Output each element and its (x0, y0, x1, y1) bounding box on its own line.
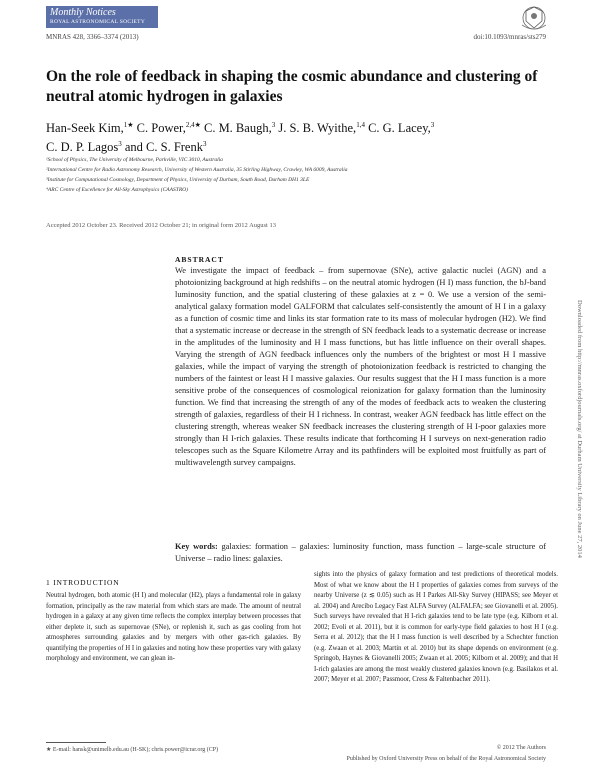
author-line-1 (46, 119, 566, 138)
accepted-dates: Accepted 2012 October 23. Received 2012 October 21; in original form 2012 August 13 (46, 222, 276, 229)
author-name: C. M. Baugh, (200, 121, 272, 135)
logo-title: Monthly Notices (50, 7, 116, 18)
affiliation-3: ³Institute for Computational Cosmology, Department of Physics, University of Durham, South Road, Durham DH1 3LE (46, 177, 310, 183)
footnote-email: ★ E-mail: hansk@unimelb.edu.au (H-SK); chris.power@icrar.org (CP) (46, 747, 219, 753)
author-affiliation-marker: 3 (202, 139, 207, 148)
keywords-text: galaxies: formation – galaxies: luminosity function, mass function – large-scale structure of Universe – radio lines: galaxies. (175, 542, 546, 563)
author-line-2 (46, 138, 566, 157)
logo-subtitle: ROYAL ASTRONOMICAL SOCIETY (50, 19, 146, 25)
abstract-heading: ABSTRACT (175, 255, 224, 264)
author-name: J. S. B. Wyithe, (275, 121, 357, 135)
footnote-divider (46, 742, 106, 743)
publisher-note: Published by Oxford University Press on behalf of the Royal Astronomical Society (346, 756, 546, 762)
author-affiliation-marker: 3 (271, 120, 276, 129)
intro-column-1: Neutral hydrogen, both atomic (H I) and molecular (H2), plays a fundamental role in galaxy formation, principally as the raw material from which stars are made. The amount of neutral hydrogen in a galaxy at any given time reflects the complex interplay between processes that either deplete it, such as supernovae (SNe), or replenish it, such as gas cooling from hot atmospheres surrounding galaxies and by mergers with other gas-rich galaxies. By quantifying the properties of H I in galaxies and noting how these properties vary with galaxy morphology and environment, we can glean in- (46, 592, 302, 662)
copyright: © 2012 The Authors (496, 745, 546, 751)
affiliation-1: ¹School of Physics, The University of Melbourne, Parkville, VIC 3010, Australia (46, 157, 223, 163)
author-affiliation-marker: 1,4 (356, 120, 365, 129)
intro-column-2: sights into the physics of galaxy formation and test predictions of theoretical models. Most of what we know about the H I properties of galaxies comes from surveys of the nearby Universe (z ≲ 0.05) such as H I Parkes All-Sky Survey (HIPASS; see Meyer et al. 2004) and Arecibo Legacy Fast ALFA Survey (ALFALFA; see Giovanelli et al. 2005). Such surveys have revealed that H I-rich galaxies tend to be late type (e.g. Kilborn et al. 2002; Evoli et al. 2011), but it is common for early-type field galaxies to host H I (e.g. Serra et al. 2012); that the H I mass function is well described by a Schechter function (e.g. Zwaan et al. 2003; Martin et al. 2010) but its shape depends on environment (e.g. Springob, Haynes & Giovanelli 2005; Zwaan et al. 2005; Kilborn et al. 2009); and that H I-rich galaxies are among the most weakly clustered galaxies known (e.g. Basilakos et al. 2007; Meyer et al. 2007; Passmoor, Cress & Faltenbacher 2011). (314, 571, 558, 683)
doi[interactable]: doi:10.1093/mnras/sts279 (473, 33, 546, 41)
download-note (573, 300, 585, 670)
author-name: C. D. P. Lagos (46, 140, 119, 154)
download-note-text[interactable]: Downloaded from http://mnras.oxfordjournals.org/ at Durham University Library on June 27, 2014 (576, 300, 583, 558)
affiliation-2: ²International Centre for Radio Astronomy Research, University of Western Australia, 35 Stirling Highway, Crawley, WA 6009, Australia (46, 167, 348, 173)
journal-logo (46, 6, 158, 28)
keywords (175, 541, 546, 565)
author-name: C. Power, (133, 121, 186, 135)
author-affiliation-marker: 3 (430, 120, 435, 129)
abstract-text: We investigate the impact of feedback – from supernovae (SNe), active galactic nuclei (AGN) and a photoionizing background at high redshifts – on the neutral atomic hydrogen (H I) mass function, the bJ-band luminosity function, and the spatial clustering of these galaxies at z = 0. We use a version of the semi-analytical galaxy formation model GALFORM that calculates self-consistently the amount of H I in a galaxy as a function of cosmic time and links its star formation rate to its mass of molecular hydrogen (H2). We find that a systematic increase or decrease in the strength of SN feedback leads to a systematic decrease or increase in the amplitudes of the luminosity and H I mass functions, but has little influence on their overall shapes. Varying the strength of AGN feedback influences only the numbers of the brightest or most H I massive galaxies, while the impact of varying the strength of photoionization feedback is restricted to changing the numbers of the faintest or least H I massive galaxies. Our results suggest that the H I mass function is a more sensitive probe of the consequences of cosmological reionization for galaxy formation than the luminosity function. We find that increasing the strength of any of the modes of feedback acts to weaken the clustering strength of galaxies, regardless of their H I richness. In contrast, weaker AGN feedback has little effect on the clustering strength, whereas weaker SN feedback increases the clustering strength of H I-poor galaxies more strongly than H I-rich galaxies. These results indicate that forthcoming H I surveys on next-generation radio telescopes such as the Square Kilometre Array and its pathfinders will be exploited most fruitfully as part of multiwavelength survey campaigns. (175, 266, 546, 467)
author-list (46, 119, 566, 157)
author-name: Han-Seek Kim, (46, 121, 124, 135)
affiliation-4: ⁴ARC Centre of Excellence for All-Sky Astrophysics (CAASTRO) (46, 187, 188, 193)
society-crest-icon (517, 3, 551, 33)
journal-citation: MNRAS 428, 3366–3374 (2013) (46, 33, 139, 41)
author-name: and C. S. Frenk (121, 140, 203, 154)
paper-title: On the role of feedback in shaping the cosmic abundance and clustering of neutral atomic hydrogen in galaxies (46, 68, 538, 105)
section-heading: 1 INTRODUCTION (46, 578, 120, 587)
author-affiliation-marker: 3 (118, 139, 122, 148)
author-name: C. G. Lacey, (364, 121, 431, 135)
keywords-label: Key words: (175, 542, 218, 551)
author-affiliation-marker: 2,4★ (185, 120, 201, 129)
author-affiliation-marker: 1★ (123, 120, 134, 129)
